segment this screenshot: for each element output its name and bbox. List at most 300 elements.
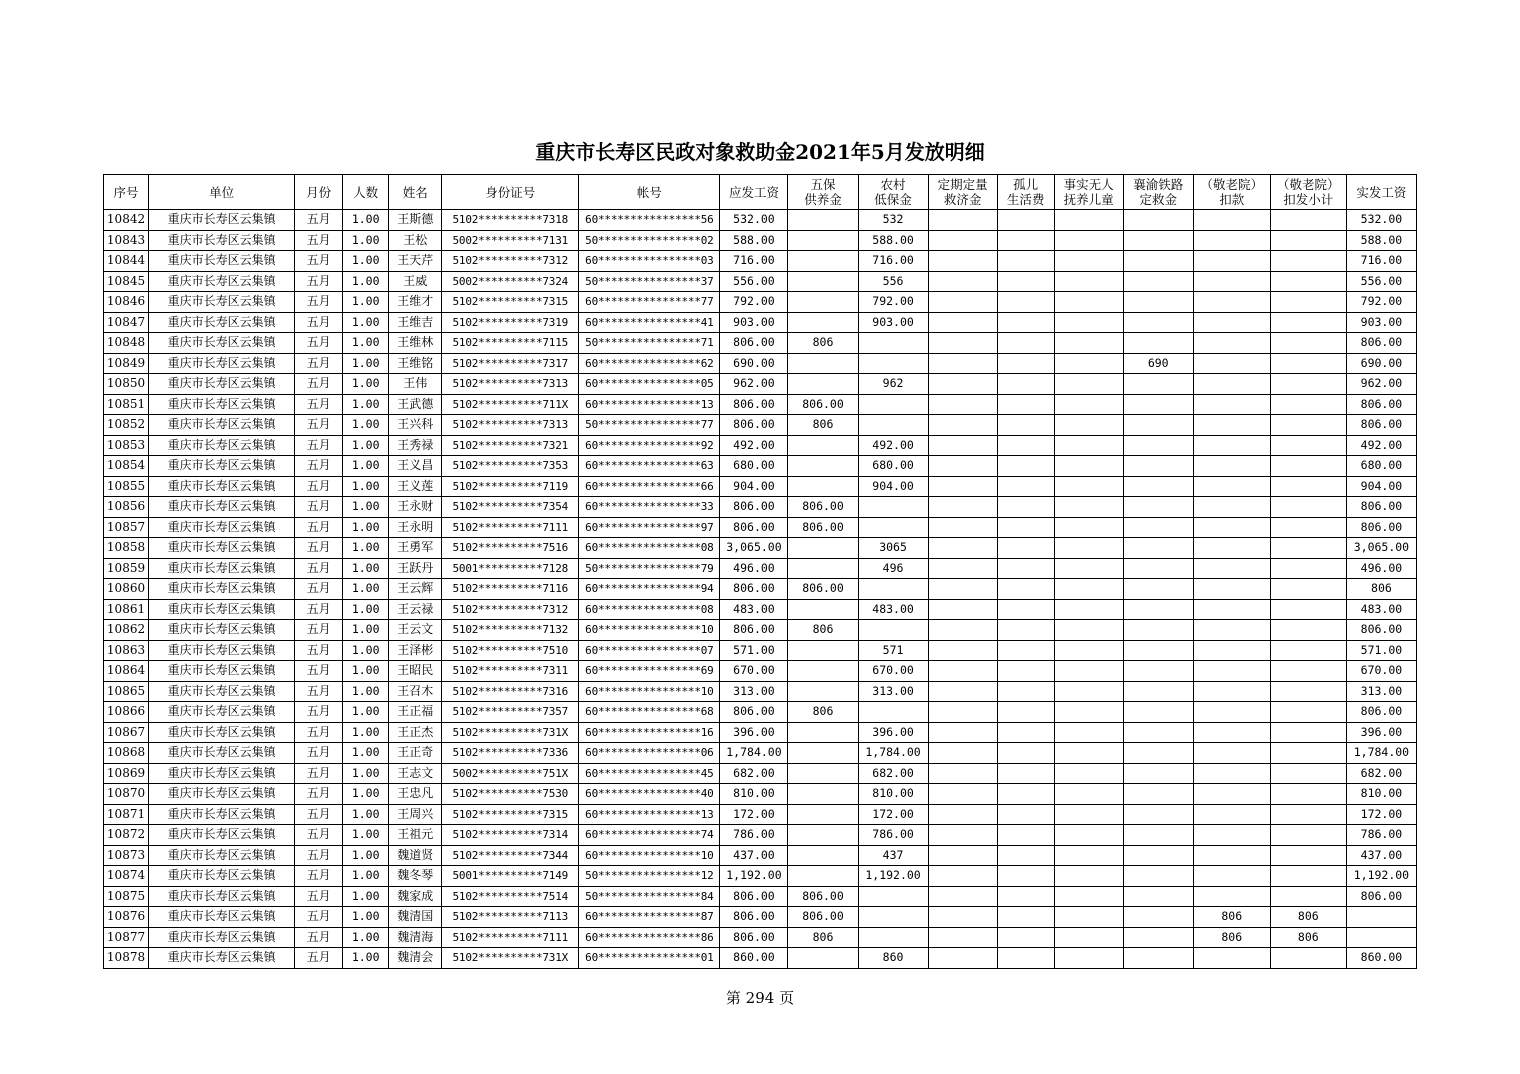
table-cell: 重庆市长寿区云集镇 bbox=[149, 640, 295, 661]
table-cell: 重庆市长寿区云集镇 bbox=[149, 415, 295, 436]
table-cell bbox=[997, 210, 1054, 231]
table-row bbox=[104, 230, 1417, 251]
table-cell bbox=[1193, 661, 1270, 682]
table-row bbox=[104, 722, 1417, 743]
table-cell bbox=[1193, 886, 1270, 907]
table-cell: 重庆市长寿区云集镇 bbox=[149, 353, 295, 374]
table-cell: 806 bbox=[1270, 907, 1346, 928]
table-cell: 五月 bbox=[295, 722, 343, 743]
table-cell: 10871 bbox=[104, 804, 149, 825]
table-cell: 重庆市长寿区云集镇 bbox=[149, 374, 295, 395]
relief-fund-table bbox=[103, 174, 1417, 969]
table-cell bbox=[1270, 825, 1346, 846]
table-cell bbox=[1054, 415, 1123, 436]
table-cell: 172.00 bbox=[720, 804, 788, 825]
table-cell bbox=[1270, 743, 1346, 764]
table-cell: 716.00 bbox=[1346, 251, 1416, 272]
table-cell: 60****************13 bbox=[579, 804, 720, 825]
table-cell bbox=[1270, 784, 1346, 805]
table-cell: 860 bbox=[858, 948, 928, 969]
table-cell: 60****************06 bbox=[579, 743, 720, 764]
page-title: 重庆市长寿区民政对象救助金2021年5月发放明细 bbox=[535, 140, 985, 164]
table-cell: 50****************71 bbox=[579, 333, 720, 354]
table-cell: 60****************01 bbox=[579, 948, 720, 969]
table-cell: 716.00 bbox=[858, 251, 928, 272]
table-cell bbox=[928, 292, 997, 313]
table-cell: 682.00 bbox=[858, 763, 928, 784]
table-cell: 王维铭 bbox=[389, 353, 442, 374]
table-cell: 10851 bbox=[104, 394, 149, 415]
table-cell bbox=[1054, 599, 1123, 620]
table-cell: 806 bbox=[1270, 927, 1346, 948]
table-cell: 5102**********7319 bbox=[442, 312, 579, 333]
table-cell bbox=[1123, 784, 1193, 805]
table-cell: 1.00 bbox=[343, 456, 389, 477]
table-cell: 重庆市长寿区云集镇 bbox=[149, 579, 295, 600]
table-row bbox=[104, 292, 1417, 313]
table-cell: 10847 bbox=[104, 312, 149, 333]
table-cell: 5102**********7315 bbox=[442, 292, 579, 313]
table-cell: 492.00 bbox=[1346, 435, 1416, 456]
table-cell: 五月 bbox=[295, 784, 343, 805]
table-cell: 680.00 bbox=[858, 456, 928, 477]
table-cell bbox=[928, 866, 997, 887]
table-cell: 496 bbox=[858, 558, 928, 579]
table-cell: 1.00 bbox=[343, 948, 389, 969]
table-cell: 王维才 bbox=[389, 292, 442, 313]
table-cell bbox=[997, 271, 1054, 292]
table-row bbox=[104, 456, 1417, 477]
table-cell bbox=[997, 456, 1054, 477]
table-cell bbox=[788, 476, 858, 497]
table-cell: 10852 bbox=[104, 415, 149, 436]
table-cell: 五月 bbox=[295, 538, 343, 559]
table-cell: 1.00 bbox=[343, 353, 389, 374]
table-cell: 806.00 bbox=[720, 333, 788, 354]
table-cell bbox=[788, 681, 858, 702]
table-cell: 50****************02 bbox=[579, 230, 720, 251]
table-cell bbox=[1193, 353, 1270, 374]
table-cell: 王松 bbox=[389, 230, 442, 251]
table-cell: 806.00 bbox=[720, 702, 788, 723]
table-cell: 60****************77 bbox=[579, 292, 720, 313]
table-cell bbox=[858, 333, 928, 354]
table-cell: 50****************84 bbox=[579, 886, 720, 907]
table-cell bbox=[928, 599, 997, 620]
table-cell bbox=[1054, 825, 1123, 846]
table-cell bbox=[1123, 538, 1193, 559]
table-cell bbox=[858, 620, 928, 641]
table-cell bbox=[1270, 210, 1346, 231]
table-cell: 5102**********7336 bbox=[442, 743, 579, 764]
table-cell: 806 bbox=[788, 333, 858, 354]
table-cell: 5102**********731X bbox=[442, 722, 579, 743]
table-cell bbox=[997, 251, 1054, 272]
table-cell: 五月 bbox=[295, 353, 343, 374]
table-cell bbox=[1270, 292, 1346, 313]
table-cell bbox=[1123, 497, 1193, 518]
table-cell bbox=[1270, 763, 1346, 784]
table-cell: 5102**********7311 bbox=[442, 661, 579, 682]
table-cell bbox=[788, 558, 858, 579]
table-cell bbox=[1270, 415, 1346, 436]
table-cell: 682.00 bbox=[1346, 763, 1416, 784]
table-cell: 1.00 bbox=[343, 743, 389, 764]
table-cell: 10875 bbox=[104, 886, 149, 907]
table-cell bbox=[1123, 435, 1193, 456]
table-cell: 60****************68 bbox=[579, 702, 720, 723]
table-row bbox=[104, 497, 1417, 518]
table-cell: 1.00 bbox=[343, 415, 389, 436]
table-cell: 魏冬琴 bbox=[389, 866, 442, 887]
table-cell bbox=[1054, 456, 1123, 477]
table-cell: 王秀禄 bbox=[389, 435, 442, 456]
table-cell: 5102**********7113 bbox=[442, 907, 579, 928]
table-cell bbox=[1123, 845, 1193, 866]
table-cell bbox=[1054, 743, 1123, 764]
table-cell bbox=[1270, 702, 1346, 723]
column-header: 农村 低保金 bbox=[858, 175, 928, 210]
table-cell bbox=[997, 558, 1054, 579]
table-cell: 重庆市长寿区云集镇 bbox=[149, 476, 295, 497]
column-header: 人数 bbox=[343, 175, 389, 210]
table-cell: 10874 bbox=[104, 866, 149, 887]
table-cell: 571 bbox=[858, 640, 928, 661]
table-row bbox=[104, 702, 1417, 723]
table-cell: 313.00 bbox=[858, 681, 928, 702]
table-cell bbox=[788, 661, 858, 682]
table-cell: 60****************63 bbox=[579, 456, 720, 477]
table-cell: 10873 bbox=[104, 845, 149, 866]
table-cell: 588.00 bbox=[858, 230, 928, 251]
table-cell: 王跃丹 bbox=[389, 558, 442, 579]
table-cell: 5102**********7317 bbox=[442, 353, 579, 374]
table-cell: 786.00 bbox=[1346, 825, 1416, 846]
table-cell: 806 bbox=[788, 415, 858, 436]
table-cell bbox=[1123, 558, 1193, 579]
table-cell bbox=[1270, 579, 1346, 600]
table-cell: 588.00 bbox=[1346, 230, 1416, 251]
table-cell bbox=[1123, 866, 1193, 887]
table-cell: 532.00 bbox=[720, 210, 788, 231]
table-cell: 806.00 bbox=[720, 517, 788, 538]
table-cell: 806.00 bbox=[1346, 886, 1416, 907]
table-cell bbox=[1270, 394, 1346, 415]
table-cell: 五月 bbox=[295, 312, 343, 333]
table-cell: 10878 bbox=[104, 948, 149, 969]
table-cell: 5102**********7111 bbox=[442, 927, 579, 948]
table-cell: 5102**********7318 bbox=[442, 210, 579, 231]
table-cell: 1,192.00 bbox=[858, 866, 928, 887]
table-cell: 962 bbox=[858, 374, 928, 395]
table-cell: 5102**********7315 bbox=[442, 804, 579, 825]
table-cell bbox=[1123, 620, 1193, 641]
table-cell bbox=[1054, 230, 1123, 251]
table-cell: 10844 bbox=[104, 251, 149, 272]
table-cell bbox=[1193, 784, 1270, 805]
table-cell bbox=[928, 435, 997, 456]
table-cell: 1.00 bbox=[343, 845, 389, 866]
table-cell bbox=[928, 312, 997, 333]
table-cell: 重庆市长寿区云集镇 bbox=[149, 845, 295, 866]
table-cell bbox=[1193, 230, 1270, 251]
table-cell bbox=[928, 743, 997, 764]
table-cell: 5102**********7111 bbox=[442, 517, 579, 538]
table-cell: 3065 bbox=[858, 538, 928, 559]
table-cell bbox=[1193, 312, 1270, 333]
table-cell: 1.00 bbox=[343, 866, 389, 887]
table-cell: 五月 bbox=[295, 415, 343, 436]
table-cell bbox=[1123, 394, 1193, 415]
table-cell: 10848 bbox=[104, 333, 149, 354]
table-cell: 792.00 bbox=[1346, 292, 1416, 313]
table-cell bbox=[1123, 517, 1193, 538]
table-cell bbox=[1193, 374, 1270, 395]
table-cell: 重庆市长寿区云集镇 bbox=[149, 722, 295, 743]
table-cell: 1.00 bbox=[343, 927, 389, 948]
table-cell: 313.00 bbox=[720, 681, 788, 702]
table-cell bbox=[1193, 702, 1270, 723]
table-cell: 680.00 bbox=[720, 456, 788, 477]
table-cell: 903.00 bbox=[1346, 312, 1416, 333]
table-row bbox=[104, 538, 1417, 559]
table-cell bbox=[1123, 251, 1193, 272]
table-cell: 396.00 bbox=[720, 722, 788, 743]
table-cell: 重庆市长寿区云集镇 bbox=[149, 948, 295, 969]
table-cell bbox=[997, 312, 1054, 333]
table-cell bbox=[1054, 866, 1123, 887]
table-cell bbox=[788, 538, 858, 559]
table-cell: 10858 bbox=[104, 538, 149, 559]
table-cell bbox=[1193, 804, 1270, 825]
table-cell: 5102**********7314 bbox=[442, 825, 579, 846]
table-cell bbox=[1270, 497, 1346, 518]
table-cell bbox=[1054, 333, 1123, 354]
table-cell: 1,784.00 bbox=[858, 743, 928, 764]
table-cell: 魏清会 bbox=[389, 948, 442, 969]
table-header-row bbox=[104, 175, 1417, 210]
table-cell: 903.00 bbox=[720, 312, 788, 333]
table-cell: 60****************08 bbox=[579, 538, 720, 559]
column-header: 序号 bbox=[104, 175, 149, 210]
table-row bbox=[104, 804, 1417, 825]
table-cell bbox=[1193, 640, 1270, 661]
table-cell: 10876 bbox=[104, 907, 149, 928]
table-cell: 806.00 bbox=[720, 927, 788, 948]
table-cell: 806.00 bbox=[1346, 702, 1416, 723]
table-cell bbox=[1193, 681, 1270, 702]
table-cell bbox=[1123, 907, 1193, 928]
table-cell bbox=[997, 743, 1054, 764]
column-header: 帐号 bbox=[579, 175, 720, 210]
table-cell: 806.00 bbox=[788, 579, 858, 600]
table-cell bbox=[997, 661, 1054, 682]
table-cell: 五月 bbox=[295, 476, 343, 497]
table-cell bbox=[788, 435, 858, 456]
table-cell bbox=[1193, 866, 1270, 887]
table-cell bbox=[1123, 333, 1193, 354]
table-cell bbox=[1270, 374, 1346, 395]
table-cell bbox=[1054, 538, 1123, 559]
table-row bbox=[104, 558, 1417, 579]
table-cell bbox=[1054, 353, 1123, 374]
table-cell: 1.00 bbox=[343, 886, 389, 907]
table-cell bbox=[928, 825, 997, 846]
table-cell: 重庆市长寿区云集镇 bbox=[149, 681, 295, 702]
table-row bbox=[104, 763, 1417, 784]
table-cell bbox=[928, 230, 997, 251]
table-cell bbox=[788, 722, 858, 743]
table-cell bbox=[1193, 517, 1270, 538]
table-cell bbox=[928, 374, 997, 395]
table-cell: 532 bbox=[858, 210, 928, 231]
table-cell: 806.00 bbox=[720, 579, 788, 600]
table-cell: 5002**********751X bbox=[442, 763, 579, 784]
table-cell: 792.00 bbox=[720, 292, 788, 313]
table-cell bbox=[1054, 661, 1123, 682]
table-cell bbox=[1054, 558, 1123, 579]
table-cell bbox=[1054, 497, 1123, 518]
table-cell bbox=[1346, 907, 1416, 928]
table-cell: 903.00 bbox=[858, 312, 928, 333]
table-cell bbox=[1054, 579, 1123, 600]
table-cell: 王维吉 bbox=[389, 312, 442, 333]
table-cell: 重庆市长寿区云集镇 bbox=[149, 743, 295, 764]
table-row bbox=[104, 312, 1417, 333]
table-cell bbox=[1270, 538, 1346, 559]
table-cell: 五月 bbox=[295, 948, 343, 969]
table-cell bbox=[1054, 640, 1123, 661]
table-cell bbox=[1123, 415, 1193, 436]
table-cell: 王正福 bbox=[389, 702, 442, 723]
table-cell: 王勇军 bbox=[389, 538, 442, 559]
table-row bbox=[104, 743, 1417, 764]
table-cell: 重庆市长寿区云集镇 bbox=[149, 886, 295, 907]
table-cell: 五月 bbox=[295, 886, 343, 907]
table-cell bbox=[997, 292, 1054, 313]
table-cell bbox=[1054, 620, 1123, 641]
table-cell: 重庆市长寿区云集镇 bbox=[149, 599, 295, 620]
column-header: 月份 bbox=[295, 175, 343, 210]
table-cell bbox=[997, 927, 1054, 948]
table-cell bbox=[1270, 886, 1346, 907]
table-cell: 5102**********7312 bbox=[442, 599, 579, 620]
table-cell bbox=[1270, 661, 1346, 682]
table-cell bbox=[928, 804, 997, 825]
table-cell bbox=[1193, 251, 1270, 272]
table-cell: 806.00 bbox=[720, 907, 788, 928]
table-cell bbox=[997, 353, 1054, 374]
table-cell bbox=[928, 271, 997, 292]
table-cell bbox=[1270, 435, 1346, 456]
table-cell: 王忠凡 bbox=[389, 784, 442, 805]
table-cell: 690.00 bbox=[1346, 353, 1416, 374]
table-cell: 10865 bbox=[104, 681, 149, 702]
table-cell: 10853 bbox=[104, 435, 149, 456]
table-cell bbox=[928, 620, 997, 641]
table-cell bbox=[1193, 476, 1270, 497]
table-cell: 670.00 bbox=[720, 661, 788, 682]
table-cell bbox=[928, 394, 997, 415]
table-row bbox=[104, 333, 1417, 354]
table-cell: 1.00 bbox=[343, 804, 389, 825]
table-cell bbox=[788, 271, 858, 292]
table-cell: 1.00 bbox=[343, 784, 389, 805]
table-cell: 60****************97 bbox=[579, 517, 720, 538]
table-cell bbox=[997, 763, 1054, 784]
table-cell: 60****************10 bbox=[579, 681, 720, 702]
table-cell: 60****************33 bbox=[579, 497, 720, 518]
table-cell: 1,192.00 bbox=[720, 866, 788, 887]
table-cell bbox=[997, 722, 1054, 743]
table-cell: 60****************56 bbox=[579, 210, 720, 231]
table-cell bbox=[1123, 681, 1193, 702]
table-cell: 1.00 bbox=[343, 251, 389, 272]
table-cell: 王志文 bbox=[389, 763, 442, 784]
table-cell: 1.00 bbox=[343, 640, 389, 661]
table-cell: 10855 bbox=[104, 476, 149, 497]
table-cell: 王正奇 bbox=[389, 743, 442, 764]
table-cell: 806.00 bbox=[1346, 620, 1416, 641]
table-cell bbox=[788, 230, 858, 251]
table-cell: 5102**********7313 bbox=[442, 374, 579, 395]
table-cell: 483.00 bbox=[858, 599, 928, 620]
table-cell bbox=[1270, 251, 1346, 272]
table-cell bbox=[997, 415, 1054, 436]
column-header: 五保 供养金 bbox=[788, 175, 858, 210]
table-row bbox=[104, 845, 1417, 866]
table-cell bbox=[1123, 640, 1193, 661]
table-cell: 5102**********711X bbox=[442, 394, 579, 415]
table-row bbox=[104, 948, 1417, 969]
table-cell: 1.00 bbox=[343, 907, 389, 928]
table-cell: 五月 bbox=[295, 292, 343, 313]
table-cell: 806.00 bbox=[788, 497, 858, 518]
table-cell: 王正杰 bbox=[389, 722, 442, 743]
table-cell: 10859 bbox=[104, 558, 149, 579]
table-cell: 重庆市长寿区云集镇 bbox=[149, 784, 295, 805]
table-cell: 王伟 bbox=[389, 374, 442, 395]
table-cell: 10870 bbox=[104, 784, 149, 805]
table-cell bbox=[928, 456, 997, 477]
table-cell: 60****************86 bbox=[579, 927, 720, 948]
table-cell: 1.00 bbox=[343, 312, 389, 333]
table-cell: 重庆市长寿区云集镇 bbox=[149, 230, 295, 251]
table-cell bbox=[1054, 374, 1123, 395]
column-header: 襄渝铁路 定救金 bbox=[1123, 175, 1193, 210]
table-cell bbox=[1123, 702, 1193, 723]
table-cell: 10872 bbox=[104, 825, 149, 846]
table-cell: 王云禄 bbox=[389, 599, 442, 620]
table-cell: 810.00 bbox=[858, 784, 928, 805]
table-cell: 重庆市长寿区云集镇 bbox=[149, 763, 295, 784]
table-cell: 5102**********7510 bbox=[442, 640, 579, 661]
table-cell: 60****************10 bbox=[579, 845, 720, 866]
table-cell: 10857 bbox=[104, 517, 149, 538]
table-cell: 1,784.00 bbox=[720, 743, 788, 764]
table-cell bbox=[1270, 230, 1346, 251]
table-cell bbox=[928, 558, 997, 579]
table-cell: 60****************03 bbox=[579, 251, 720, 272]
table-cell: 5102**********7312 bbox=[442, 251, 579, 272]
table-cell bbox=[1123, 763, 1193, 784]
table-cell: 396.00 bbox=[1346, 722, 1416, 743]
table-cell: 10862 bbox=[104, 620, 149, 641]
table-cell: 50****************12 bbox=[579, 866, 720, 887]
table-cell bbox=[1193, 456, 1270, 477]
table-cell bbox=[1054, 948, 1123, 969]
table-cell bbox=[1270, 866, 1346, 887]
